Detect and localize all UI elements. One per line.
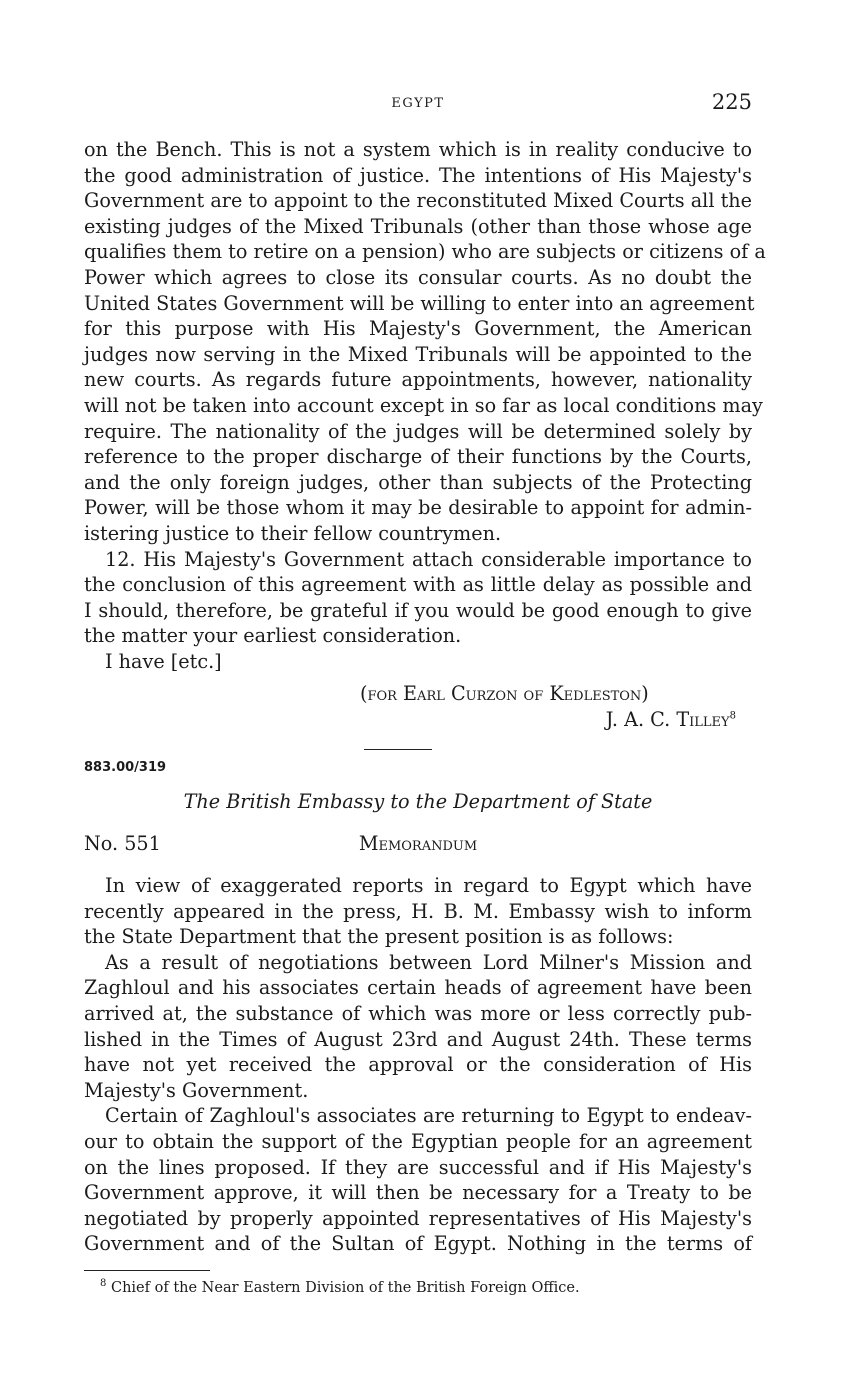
memorandum-body	[84, 873, 752, 1257]
memo-line: arrived at, the substance of which was more or less correctly pub-	[84, 1001, 752, 1025]
memo-line: As a result of negotiations between Lord Milner's Mission and	[105, 950, 752, 974]
memo-line: In view of exaggerated reports in regard to Egypt which have	[105, 874, 752, 897]
body-line: the conclusion of this agreement with as little delay as possible and	[84, 573, 752, 597]
memo-line: have not yet received the approval or the consideration of His	[84, 1053, 752, 1077]
document-number: No. 551	[84, 832, 161, 855]
body-line: 12. His Majesty's Government attach considerable importance to	[105, 547, 752, 571]
memo-line: Zaghloul and his associates certain heads of agreement have been	[84, 976, 752, 1000]
body-line: Power which agrees to close its consular courts. As no doubt the	[84, 265, 752, 289]
document-title: The British Embassy to the Department of State	[183, 790, 653, 813]
page-number: 225	[711, 90, 752, 114]
closing-line: I have [etc.]	[105, 649, 222, 673]
memo-line: Majesty's Government.	[84, 1078, 309, 1102]
body-line: Power, will be those whom it may be desirable to appoint for admin-	[84, 496, 752, 520]
body-line: the matter your earliest consideration.	[84, 624, 462, 648]
footnote	[100, 1280, 580, 1296]
memo-line: Government approve, it will then be necessary for a Treaty to be	[84, 1181, 752, 1205]
body-line: the good administration of justice. The intentions of His Majesty's	[84, 163, 752, 187]
footnote-reference: 8	[729, 710, 736, 722]
signatory-name: J. A. C. Tilley	[605, 708, 730, 731]
memo-line: lished in the Times of August 23rd and August 24th. These terms	[84, 1027, 752, 1051]
page-header	[84, 90, 752, 120]
body-line: istering justice to their fellow countrymen.	[84, 521, 502, 545]
memo-line: recently appeared in the press, H. B. M. Embassy wish to inform	[84, 899, 752, 923]
memo-line: the State Department that the present position is as follows:	[84, 925, 674, 949]
memo-line: negotiated by properly appointed representatives of His Majesty's	[84, 1206, 752, 1230]
body-line: on the Bench. This is not a system which is in reality conducive to	[84, 138, 752, 161]
body-line: new courts. As regards future appointments, however, nationality	[84, 368, 752, 392]
body-line: for this purpose with His Majesty's Government, the American	[84, 317, 752, 341]
body-line: require. The nationality of the judges will be determined solely by	[84, 419, 752, 443]
body-line: judges now serving in the Mixed Tribunals will be appointed to the	[84, 342, 752, 366]
body-line: Government are to appoint to the reconstituted Mixed Courts all the	[84, 189, 752, 213]
memo-line: on the lines proposed. If they are successful and if His Majesty's	[84, 1155, 752, 1179]
signature-on-behalf: (for Earl Curzon of Kedleston)	[360, 682, 649, 705]
footnote-text: Chief of the Near Eastern Division of the British Foreign Office.	[110, 1280, 580, 1296]
memo-line: Certain of Zaghloul's associates are returning to Egypt to endeav-	[105, 1104, 752, 1128]
letter-body	[84, 137, 766, 674]
footnote-divider	[84, 1270, 210, 1271]
memo-line: our to obtain the support of the Egyptian people for an agreement	[84, 1129, 752, 1153]
body-line: reference to the proper discharge of their functions by the Courts,	[84, 445, 752, 469]
body-line: existing judges of the Mixed Tribunals (other than those whose age	[84, 214, 752, 238]
body-line: will not be taken into account except in so far as local conditions may	[84, 393, 763, 417]
running-head: EGYPT	[391, 96, 445, 111]
signature-name-line	[606, 708, 736, 731]
footnote-marker: 8	[100, 1278, 107, 1290]
memo-line: Government and of the Sultan of Egypt. Nothing in the terms of	[84, 1232, 752, 1256]
body-line: and the only foreign judges, other than subjects of the Protecting	[84, 470, 752, 494]
body-line: qualifies them to retire on a pension) who are subjects or citizens of a	[84, 240, 766, 264]
body-line: I should, therefore, be grateful if you would be good enough to give	[84, 598, 752, 622]
section-divider	[364, 749, 432, 750]
file-number: 883.00/319	[84, 760, 167, 775]
body-line: United States Government will be willing to enter into an agreement	[84, 291, 755, 315]
document-type: Memorandum	[358, 832, 478, 855]
